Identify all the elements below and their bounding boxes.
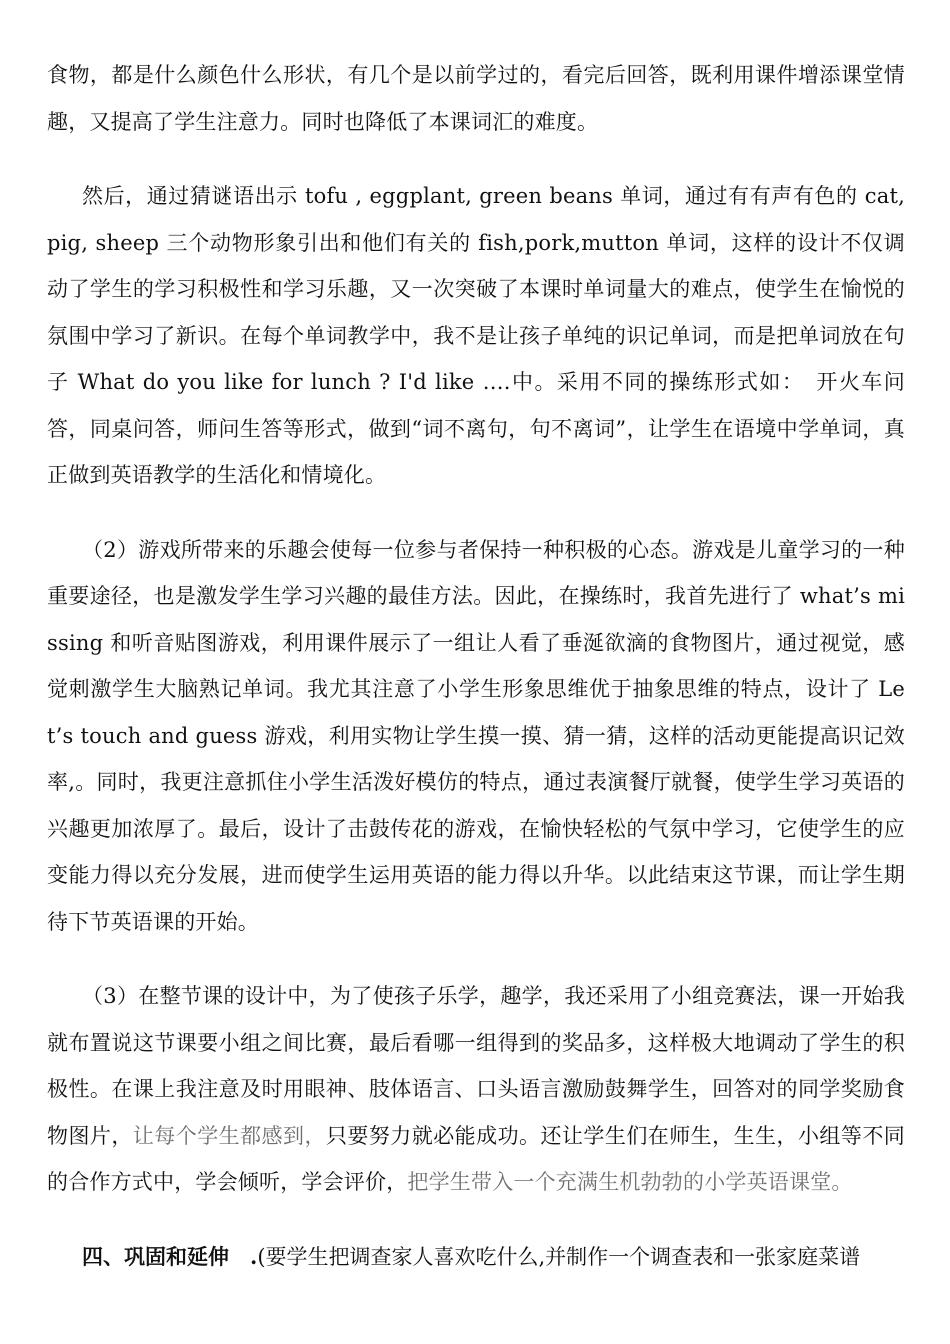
paragraph-intro: 食物，都是什么颜色什么形状，有几个是以前学过的，看完后回答，既利用课件增添课堂情趣，又提高了学生注意力。同时也降低了本课词汇的难度。: [47, 63, 905, 134]
paragraph-vocabulary-teaching: 然后，通过猜谜语出示 tofu , eggplant, green beans 单词，通过有有声有色的 cat,pig, sheep 三个动物形象引出和他们有关的 fish,pork,mutton 单词，这样的设计不仅调动了学生的学习积极性和学习乐趣，又一次突破了本课时单词量大的难点，使学生在愉悦的氛围中学习了新识。在每个单词教学中，我不是让孩子单纯的识记单词，而是把单词放在句子 What do you like for lunch ? I'd like ….中。采用不同的操练形式如： 开火车问答，同桌问答，师问生答等形式，做到“词不离句，句不离词”，让学生在语境中学单词，真正做到英语教学的生活化和情境化。: [47, 184, 905, 487]
competition-text-grey-b: 把学生带入一个充满生机勃勃的小学英语课堂。: [407, 1170, 853, 1194]
document-page: [47, 52, 905, 1280]
section-heading-consolidation: [47, 1234, 905, 1281]
paragraph-group-competition: [47, 973, 905, 1206]
paragraph-games: （2）游戏所带来的乐趣会使每一位参与者保持一种积极的心态。游戏是儿童学习的一种重要途径，也是激发学生学习兴趣的最佳方法。因此，在操练时，我首先进行了 what’s missing 和听音贴图游戏，利用课件展示了一组让人看了垂涎欲滴的食物图片，通过视觉，感觉刺激学生大脑熟记单词。我尤其注意了小学生形象思维优于抽象思维的特点，设计了 Let’s touch and guess 游戏，利用实物让学生摸一摸、猜一猜，这样的活动更能提高识记效率,。同时，我更注意抓住小学生活泼好模仿的特点，通过表演餐厅就餐，使学生学习英语的兴趣更加浓厚了。最后，设计了击鼓传花的游戏，在愉快轻松的气氛中学习，它使学生的应变能力得以充分发展，进而使学生运用英语的能力得以升华。以此结束这节课，而让学生期待下节英语课的开始。: [47, 537, 905, 934]
competition-text-a: （3）在整节课的设计中，为了使孩子乐学，趣学，我还采用了小组竞赛法，课一开始我就布置说这节课要小组之间比赛，最后看哪一组得到的奖品多，这样极大地调动了学生的积极性。在课上我注意及时用眼神、肢体语言、口头语言激励鼓舞学生，回答对的同学奖励食物图片，: [47, 984, 905, 1148]
section-heading-text: (要学生把调查家人喜欢吃什么,并制作一个调查表和一张家庭菜谱: [257, 1244, 861, 1269]
section-heading-title: 四、巩固和延伸 .: [82, 1243, 258, 1269]
competition-text-b: 只要努力就必能成功。还让学生们在师生，生生，小组等不同的合作方式中，学会倾听，学会评价，: [47, 1123, 905, 1194]
competition-text-grey-a: 让每个学生都感到，: [132, 1123, 326, 1148]
